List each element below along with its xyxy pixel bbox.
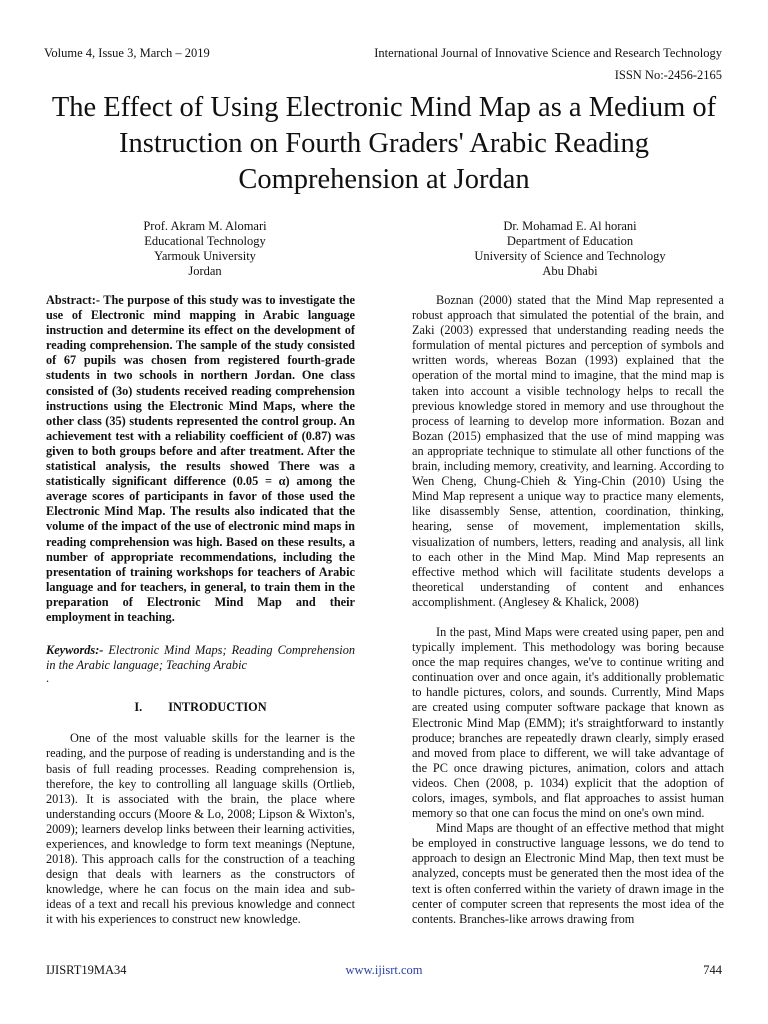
author-name: Prof. Akram M. Alomari: [143, 219, 267, 233]
author-department: Department of Education: [506, 234, 634, 248]
header-issn: ISSN No:-2456-2165: [614, 68, 722, 82]
body-paragraph-2: In the past, Mind Maps were created using paper, pen and typically implement. This methodology was boring because once the map requires changes, we've to continue writing and continuation over and once again, it's additionally problematic to handle pictures, colors, and sounds. Currently, Mind Maps are created using computer software package that known as Electronic Mind Map (EMM); it's straightforward to instantly produce; branches are repeatedly drawn clearly, simply erased and moved from place to different, we will take advantage of the PC once drawing pictures, animation, colors and attach videos. Chen (2008, p. 1034) explicit that the adoption of colors, images, symbols, and flat approaches to assist human memory so that one can focus the mind on one's own mind.: [412, 624, 724, 821]
left-column: [46, 293, 355, 928]
right-column: [412, 293, 724, 927]
author-name: Dr. Mohamad E. Al horani: [503, 219, 637, 233]
header-volume: Volume 4, Issue 3, March – 2019: [44, 46, 210, 60]
author-block-2: [450, 219, 690, 279]
footer-page-number: 744: [703, 963, 722, 977]
section-title: INTRODUCTION: [168, 700, 267, 715]
footer-website-link[interactable]: www.ijisrt.com: [345, 963, 423, 977]
author-block-1: [110, 219, 300, 279]
section-number: I.: [134, 700, 143, 715]
intro-paragraph: One of the most valuable skills for the learner is the reading, and the purpose of reading is understanding and is the basis of full reading processes. Reading comprehension is, therefore, the key to controlling all language skills (Ortlieb, 2013). It is associated with the brain, the place where understanding occurs (Moore & Lo, 2008; Lipson & Wixton's, 2009); learners develop links between their learning activities, experiences, and knowledge to form text meanings (Neptune, 2018). This approach calls for the construction of a teaching design that deals with learners as the constructors of knowledge, where he can focus on the main idea and sub-ideas of a text and recall his previous knowledge and connect it with his experiences to construct new knowledge.: [46, 731, 355, 927]
abstract-paragraph: Abstract:- The purpose of this study was to investigate the use of Electronic mind mapping in Arabic language instruction and determine its effect on the development of reading comprehension. The sample of the study consisted of 67 pupils was chosen from registered fourth-grade students in two schools in northern Jordan. One class consisted of (3o) students received reading comprehension instructions using the Electronic Mind Maps, where the other class (35) students represented the control group. An achievement test with a reliability coefficient of (0.87) was given to both groups before and after treatment. After the statistical analysis, the results showed There was a statistically significant difference (0.05 = α) among the average scores of participants in favor of those used the Electronic Mind Map. The results also indicated that the volume of the impact of the use of electronic mind maps in reading comprehension was high. Based on these results, a number of appropriate recommendations, including the presentation of training workshops for teachers of Arabic language and for teachers, in general, to train them in the preparation of Electronic Mind Map and their employment in teaching.: [46, 293, 355, 624]
body-paragraph-1: Boznan (2000) stated that the Mind Map represented a robust approach that simulated the potential of the brain, and Zaki (2003) expressed that understanding reading needs the formulation of mental pictures and perception of symbols and written words, whereas Bozan (1993) explained that the operation of the mortal mind to imagine, that the mind map is taken into account a visible technology helps to recall the previous knowledge stored in memory and use throughout the process of learning to develop more information. Bozan and Bozan (2015) emphasized that the use of mind mapping was an appropriate technique to stimulate all other functions of the brain, including memory, creativity, and learning. According to Wen Cheng, Chung-Chieh & Ying-Chin (2010) Using the Mind Map represent a unique way to practice many elements, like disassembly Sense, attention, coordination, thinking, hearing, sense of movement, implementation skills, visualization of numbers, letters, reading and analysis, all link to each other in the Mind Map. Mind Map represents an effective method which will facilitate students develops a theoretical understanding of content and enhances accomplishment. (Anglesey & Khalick, 2008): [412, 293, 724, 609]
keywords-label: Keywords:-: [46, 643, 104, 658]
body-paragraph-3: Mind Maps are thought of an effective method that might be employed in constructive language lessons, we do tend to approach to design an Electronic Mind Map, then text must be analyzed, concepts must be generated then the most idea of the text is often conferred within the variety of drawn image in the center of computer screen that represents the most idea of the contents. Branches-like arrows drawing from: [412, 821, 724, 926]
author-institution: University of Science and Technology: [474, 249, 666, 263]
header-journal-name: International Journal of Innovative Science and Research Technology: [374, 46, 722, 60]
keywords-text: Electronic Mind Maps; Reading Comprehension in the Arabic language; Teaching Arabic: [46, 643, 355, 673]
author-institution: Yarmouk University: [154, 249, 256, 263]
author-location: Abu Dhabi: [542, 264, 598, 278]
author-location: Jordan: [188, 264, 222, 278]
footer-paper-id: IJISRT19MA34: [46, 963, 127, 977]
keywords-trailing-dot: .: [46, 671, 50, 686]
keywords-paragraph: [46, 643, 355, 673]
author-department: Educational Technology: [144, 234, 266, 248]
paper-title: The Effect of Using Electronic Mind Map as a Medium of Instruction on Fourth Graders' Arabic Reading Comprehension at Jordan: [51, 92, 717, 195]
section-heading: [46, 700, 355, 715]
